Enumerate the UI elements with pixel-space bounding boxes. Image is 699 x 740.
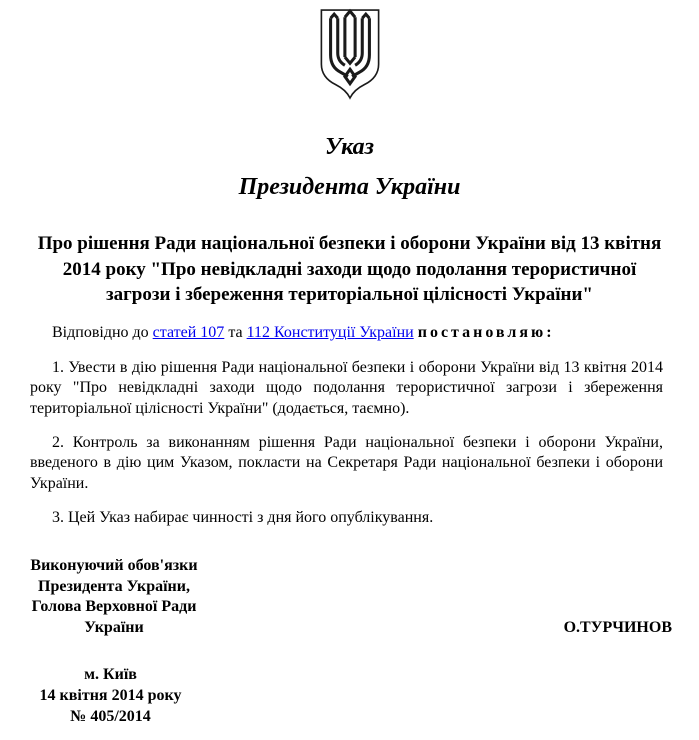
position-line-3: Голова Верховної Ради xyxy=(31,598,197,616)
coat-of-arms-container xyxy=(0,0,699,101)
footer-number: № 405/2014 xyxy=(70,707,151,725)
footer-date: 14 квітня 2014 року xyxy=(39,686,182,704)
position-line-1: Виконуючий обов'язки xyxy=(30,556,198,574)
footer-block xyxy=(8,665,213,727)
signee-position xyxy=(14,556,214,639)
preamble-prefix: Відповідно до xyxy=(52,324,153,342)
link-article-107[interactable]: статей 107 xyxy=(152,324,225,342)
title-line-ukaz: Указ xyxy=(324,134,375,160)
position-line-4: України xyxy=(84,619,144,637)
preamble-connector: та xyxy=(224,324,247,342)
decree-word: постановляю: xyxy=(417,324,555,342)
signature-block xyxy=(0,556,699,639)
decree-body xyxy=(0,323,699,529)
paragraph-2: 2. Контроль за виконанням рішення Ради національної безпеки і оборони України, введеного в дію цим Указом, покласти на Секретаря Ради національної безпеки і оборони України. xyxy=(30,433,663,492)
paragraph-3: 3. Цей Указ набирає чинності з дня його опублікування. xyxy=(52,509,434,527)
preamble-paragraph xyxy=(30,323,663,343)
ukraine-trident-icon xyxy=(313,7,387,101)
title-line-president: Президента України xyxy=(238,173,461,200)
paragraph-1: 1. Увести в дію рішення Ради національної безпеки і оборони України від 13 квітня 2014 року "Про невідкладні заходи щодо подолання терористичної загрози і збереження територіальної цілісності України" (додається, таємно). xyxy=(30,358,663,417)
signee-name: О.ТУРЧИНОВ xyxy=(563,619,672,637)
document-title xyxy=(0,134,699,201)
position-line-2: Президента України, xyxy=(38,577,190,595)
link-article-112-constitution[interactable]: 112 Конституції України xyxy=(246,324,414,342)
footer-place: м. Київ xyxy=(84,666,137,684)
decree-subject-heading: Про рішення Ради національної безпеки і оборони України від 13 квітня 2014 року "Про невідкладні заходи щодо подолання терористичної загрози і збереження територіальної цілісності України" xyxy=(37,233,662,306)
